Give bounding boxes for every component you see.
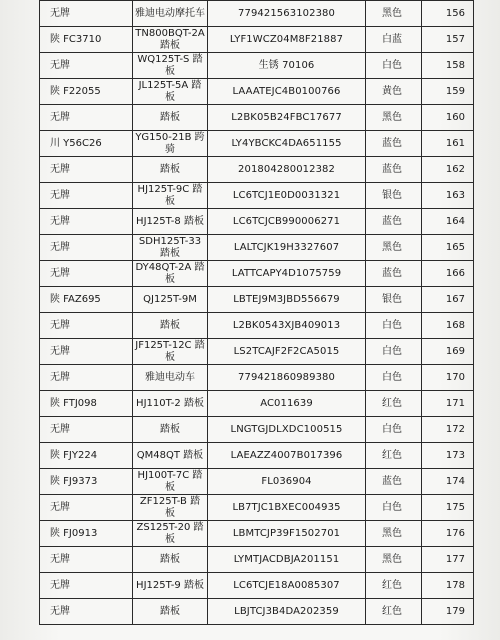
table-row <box>40 261 474 287</box>
plate-cell: 陕 FTJ098 <box>40 391 133 417</box>
vin-cell: LNGTGJDLXDC100515 <box>208 417 366 443</box>
table-row <box>40 53 474 79</box>
number-cell: 164 <box>422 209 474 235</box>
color-cell: 蓝色 <box>366 131 422 157</box>
number-cell: 177 <box>422 547 474 573</box>
model-cell: JL125T-5A 踏板 <box>133 79 208 105</box>
table-row <box>40 27 474 53</box>
vin-cell: LC6TCJ1E0D0031321 <box>208 183 366 209</box>
model-cell: QM48QT 踏板 <box>133 443 208 469</box>
color-cell: 白色 <box>366 53 422 79</box>
plate-cell: 无牌 <box>40 365 133 391</box>
plate-cell: 无牌 <box>40 157 133 183</box>
table-row <box>40 469 474 495</box>
plate-cell: 无牌 <box>40 599 133 625</box>
table-row <box>40 365 474 391</box>
color-cell: 黑色 <box>366 547 422 573</box>
table-row <box>40 417 474 443</box>
model-cell: 踏板 <box>133 105 208 131</box>
color-cell: 银色 <box>366 183 422 209</box>
table-row <box>40 131 474 157</box>
vin-cell: LB7TJC1BXEC004935 <box>208 495 366 521</box>
color-cell: 白色 <box>366 495 422 521</box>
table-row <box>40 287 474 313</box>
plate-cell: 无牌 <box>40 573 133 599</box>
number-cell: 160 <box>422 105 474 131</box>
vin-cell: LS2TCAJF2F2CA5015 <box>208 339 366 365</box>
plate-cell: 川 Y56C26 <box>40 131 133 157</box>
model-cell: 踏板 <box>133 417 208 443</box>
model-cell: HJ125T-9C 踏板 <box>133 183 208 209</box>
table-row <box>40 599 474 625</box>
model-cell: 踏板 <box>133 157 208 183</box>
vin-cell: 779421860989380 <box>208 365 366 391</box>
vin-cell: LBMTCJP39F1502701 <box>208 521 366 547</box>
number-cell: 172 <box>422 417 474 443</box>
number-cell: 166 <box>422 261 474 287</box>
color-cell: 蓝色 <box>366 261 422 287</box>
plate-cell: 无牌 <box>40 495 133 521</box>
table-row <box>40 547 474 573</box>
table-row <box>40 521 474 547</box>
color-cell: 黑色 <box>366 235 422 261</box>
table-row <box>40 1 474 27</box>
plate-cell: 陕 FJ0913 <box>40 521 133 547</box>
plate-cell: 无牌 <box>40 339 133 365</box>
model-cell: HJ110T-2 踏板 <box>133 391 208 417</box>
table-row <box>40 313 474 339</box>
vin-cell: LAEAZZ4007B017396 <box>208 443 366 469</box>
plate-cell: 无牌 <box>40 235 133 261</box>
number-cell: 174 <box>422 469 474 495</box>
table-row <box>40 157 474 183</box>
number-cell: 165 <box>422 235 474 261</box>
model-cell: TN800BQT-2A 踏板 <box>133 27 208 53</box>
number-cell: 176 <box>422 521 474 547</box>
number-cell: 178 <box>422 573 474 599</box>
model-cell: ZF125T-B 踏板 <box>133 495 208 521</box>
vin-cell: 生锈 70106 <box>208 53 366 79</box>
model-cell: JF125T-12C 踏板 <box>133 339 208 365</box>
vin-cell: FL036904 <box>208 469 366 495</box>
plate-cell: 无牌 <box>40 547 133 573</box>
number-cell: 159 <box>422 79 474 105</box>
vehicle-table-body <box>40 1 474 625</box>
model-cell: HJ125T-8 踏板 <box>133 209 208 235</box>
vin-cell: LBTEJ9M3JBD556679 <box>208 287 366 313</box>
number-cell: 158 <box>422 53 474 79</box>
vin-cell: LATTCAPY4D1075759 <box>208 261 366 287</box>
number-cell: 173 <box>422 443 474 469</box>
plate-cell: 无牌 <box>40 105 133 131</box>
number-cell: 170 <box>422 365 474 391</box>
number-cell: 175 <box>422 495 474 521</box>
vin-cell: 201804280012382 <box>208 157 366 183</box>
color-cell: 银色 <box>366 287 422 313</box>
plate-cell: 陕 FJ9373 <box>40 469 133 495</box>
table-row <box>40 235 474 261</box>
table-row <box>40 339 474 365</box>
number-cell: 163 <box>422 183 474 209</box>
number-cell: 161 <box>422 131 474 157</box>
table-row <box>40 443 474 469</box>
plate-cell: 无牌 <box>40 313 133 339</box>
model-cell: 踏板 <box>133 599 208 625</box>
vin-cell: LC6TCJCB990006271 <box>208 209 366 235</box>
plate-cell: 陕 FAZ695 <box>40 287 133 313</box>
number-cell: 169 <box>422 339 474 365</box>
plate-cell: 无牌 <box>40 1 133 27</box>
vin-cell: LYMTJACDBJA201151 <box>208 547 366 573</box>
table-row <box>40 573 474 599</box>
plate-cell: 无牌 <box>40 261 133 287</box>
model-cell: SDH125T-33 踏板 <box>133 235 208 261</box>
plate-cell: 无牌 <box>40 209 133 235</box>
color-cell: 白色 <box>366 313 422 339</box>
table-row <box>40 209 474 235</box>
plate-cell: 陕 F22055 <box>40 79 133 105</box>
number-cell: 167 <box>422 287 474 313</box>
number-cell: 168 <box>422 313 474 339</box>
plate-cell: 陕 FJY224 <box>40 443 133 469</box>
plate-cell: 无牌 <box>40 183 133 209</box>
number-cell: 179 <box>422 599 474 625</box>
color-cell: 红色 <box>366 443 422 469</box>
vin-cell: AC011639 <box>208 391 366 417</box>
model-cell: ZS125T-20 踏板 <box>133 521 208 547</box>
color-cell: 黑色 <box>366 105 422 131</box>
vin-cell: LBJTCJ3B4DA202359 <box>208 599 366 625</box>
table-row <box>40 79 474 105</box>
vin-cell: LC6TCJE18A0085307 <box>208 573 366 599</box>
table-row <box>40 495 474 521</box>
color-cell: 黑色 <box>366 521 422 547</box>
color-cell: 白色 <box>366 417 422 443</box>
color-cell: 红色 <box>366 599 422 625</box>
model-cell: HJ100T-7C 踏板 <box>133 469 208 495</box>
color-cell: 蓝色 <box>366 157 422 183</box>
plate-cell: 无牌 <box>40 53 133 79</box>
model-cell: DY48QT-2A 踏板 <box>133 261 208 287</box>
table-row <box>40 183 474 209</box>
vin-cell: LALTCJK19H3327607 <box>208 235 366 261</box>
color-cell: 蓝色 <box>366 469 422 495</box>
model-cell: 踏板 <box>133 547 208 573</box>
color-cell: 白色 <box>366 339 422 365</box>
color-cell: 白色 <box>366 365 422 391</box>
model-cell: YG150-21B 跨骑 <box>133 131 208 157</box>
number-cell: 157 <box>422 27 474 53</box>
plate-cell: 无牌 <box>40 417 133 443</box>
model-cell: 踏板 <box>133 313 208 339</box>
model-cell: 雅迪电动摩托车 <box>133 1 208 27</box>
vin-cell: LYF1WCZ04M8F21887 <box>208 27 366 53</box>
vin-cell: L2BK05B24FBC17677 <box>208 105 366 131</box>
number-cell: 156 <box>422 1 474 27</box>
color-cell: 黑色 <box>366 1 422 27</box>
vin-cell: LY4YBCKC4DA651155 <box>208 131 366 157</box>
table-row <box>40 391 474 417</box>
model-cell: QJ125T-9M <box>133 287 208 313</box>
color-cell: 红色 <box>366 573 422 599</box>
number-cell: 171 <box>422 391 474 417</box>
vin-cell: LAAATEJC4B0100766 <box>208 79 366 105</box>
plate-cell: 陕 FC3710 <box>40 27 133 53</box>
model-cell: HJ125T-9 踏板 <box>133 573 208 599</box>
color-cell: 蓝色 <box>366 209 422 235</box>
color-cell: 红色 <box>366 391 422 417</box>
number-cell: 162 <box>422 157 474 183</box>
vin-cell: 779421563102380 <box>208 1 366 27</box>
table-row <box>40 105 474 131</box>
color-cell: 黄色 <box>366 79 422 105</box>
vin-cell: L2BK0543XJB409013 <box>208 313 366 339</box>
vehicle-table <box>39 0 474 625</box>
model-cell: WQ125T-S 踏板 <box>133 53 208 79</box>
color-cell: 白蓝 <box>366 27 422 53</box>
model-cell: 雅迪电动车 <box>133 365 208 391</box>
